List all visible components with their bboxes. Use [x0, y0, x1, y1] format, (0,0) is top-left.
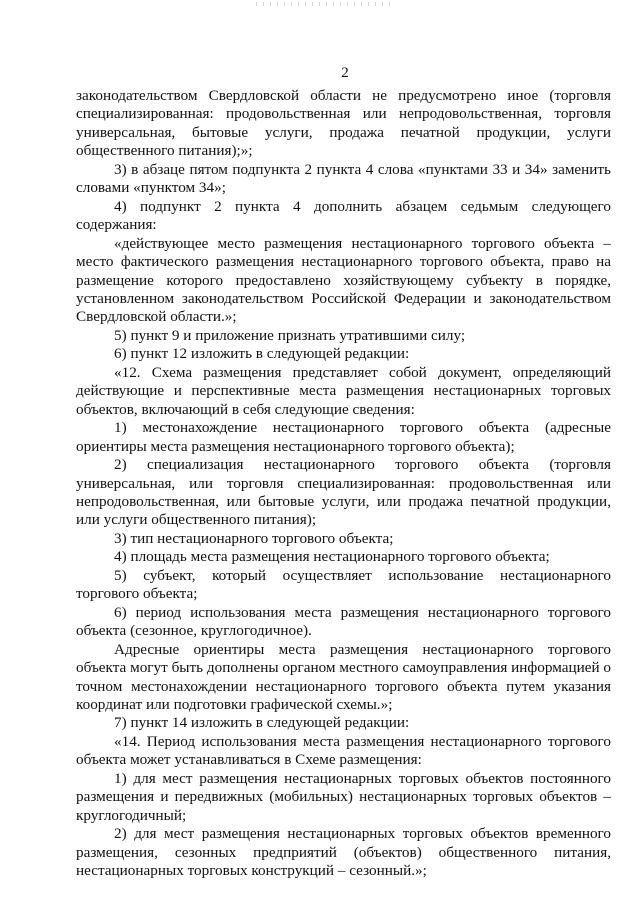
- list-item-type: 3) тип нестационарного торгового объекта;: [114, 529, 394, 547]
- paragraph-item-3: 3) в абзаце пятом подпункта 2 пункта 4 слова «пунктами 33 и 34» заменить словами «пунктом 34»;: [76, 160, 611, 197]
- paragraph-item-4: 4) подпункт 2 пункта 4 дополнить абзацем седьмым следующего содержания:: [76, 197, 611, 234]
- list-item-area: 4) площадь места размещения нестационарного торгового объекта;: [114, 548, 550, 566]
- paragraph-address-landmarks: Адресные ориентиры места размещения нестационарного торгового объекта могут быть дополнены органом местного самоуправления информацией о точном местонахождении нестационарного торгового объекта путем указания координат или подготовки графической схемы.»;: [76, 640, 611, 713]
- paragraph-quote-definition: «действующее место размещения нестационарного торгового объекта – место фактического размещения нестационарного торгового объекта, право на размещение которого предоставлено хозяйствующему субъекту в порядке, установленном законодательством Российской Федерации и законодательством Свердловской области.»;: [76, 234, 611, 326]
- page-number: 2: [341, 65, 349, 81]
- paragraph-item-7: 7) пункт 14 изложить в следующей редакции:: [114, 714, 410, 732]
- list-item-specialization: 2) специализация нестационарного торгового объекта (торговля универсальная, или торговля специализированная: продовольственная или непродовольственная, или бытовые услуги, или продажа печатной продукции, или услуги общественного питания);: [76, 456, 611, 529]
- paragraph-item-5: 5) пункт 9 и приложение признать утратившими силу;: [114, 326, 466, 344]
- list-item-seasonal: 2) для мест размещения нестационарных торговых объектов временного размещения, сезонных предприятий (объектов) общественного питания, нестационарных торговых конструкций – сезонный.»;: [76, 825, 611, 880]
- list-item-location: 1) местонахождение нестационарного торгового объекта (адресные ориентиры места размещения нестационарного торгового объекта);: [76, 419, 611, 455]
- scan-artifact: [256, 2, 396, 6]
- list-item-subject: 5) субъект, который осуществляет использование нестационарного торгового объекта;: [76, 566, 611, 603]
- list-item-period: 6) период использования места размещения нестационарного торгового объекта (сезонное, круглогодичное).: [76, 603, 611, 640]
- paragraph-continuation: законодательством Свердловской области не предусмотрено иное (торговля специализированная: продовольственная или непродовольственная, торговля универсальная, бытовые услуги, продажа печатной продукции, услуги общественного питания);»;: [76, 87, 611, 160]
- list-item-year-round: 1) для мест размещения нестационарных торговых объектов постоянного размещения и передвижных (мобильных) нестационарных торговых объектов – круглогодичный;: [76, 769, 611, 824]
- paragraph-item-6: 6) пункт 12 изложить в следующей редакции:: [114, 345, 410, 363]
- paragraph-clause-12: «12. Схема размещения представляет собой документ, определяющий действующие и перспективные места размещения нестационарных торговых объектов, включающий в себя следующие сведения:: [76, 363, 611, 418]
- paragraph-clause-14: «14. Период использования места размещения нестационарного торгового объекта может устанавливаться в Схеме размещения:: [76, 732, 611, 769]
- document-body: [76, 87, 611, 880]
